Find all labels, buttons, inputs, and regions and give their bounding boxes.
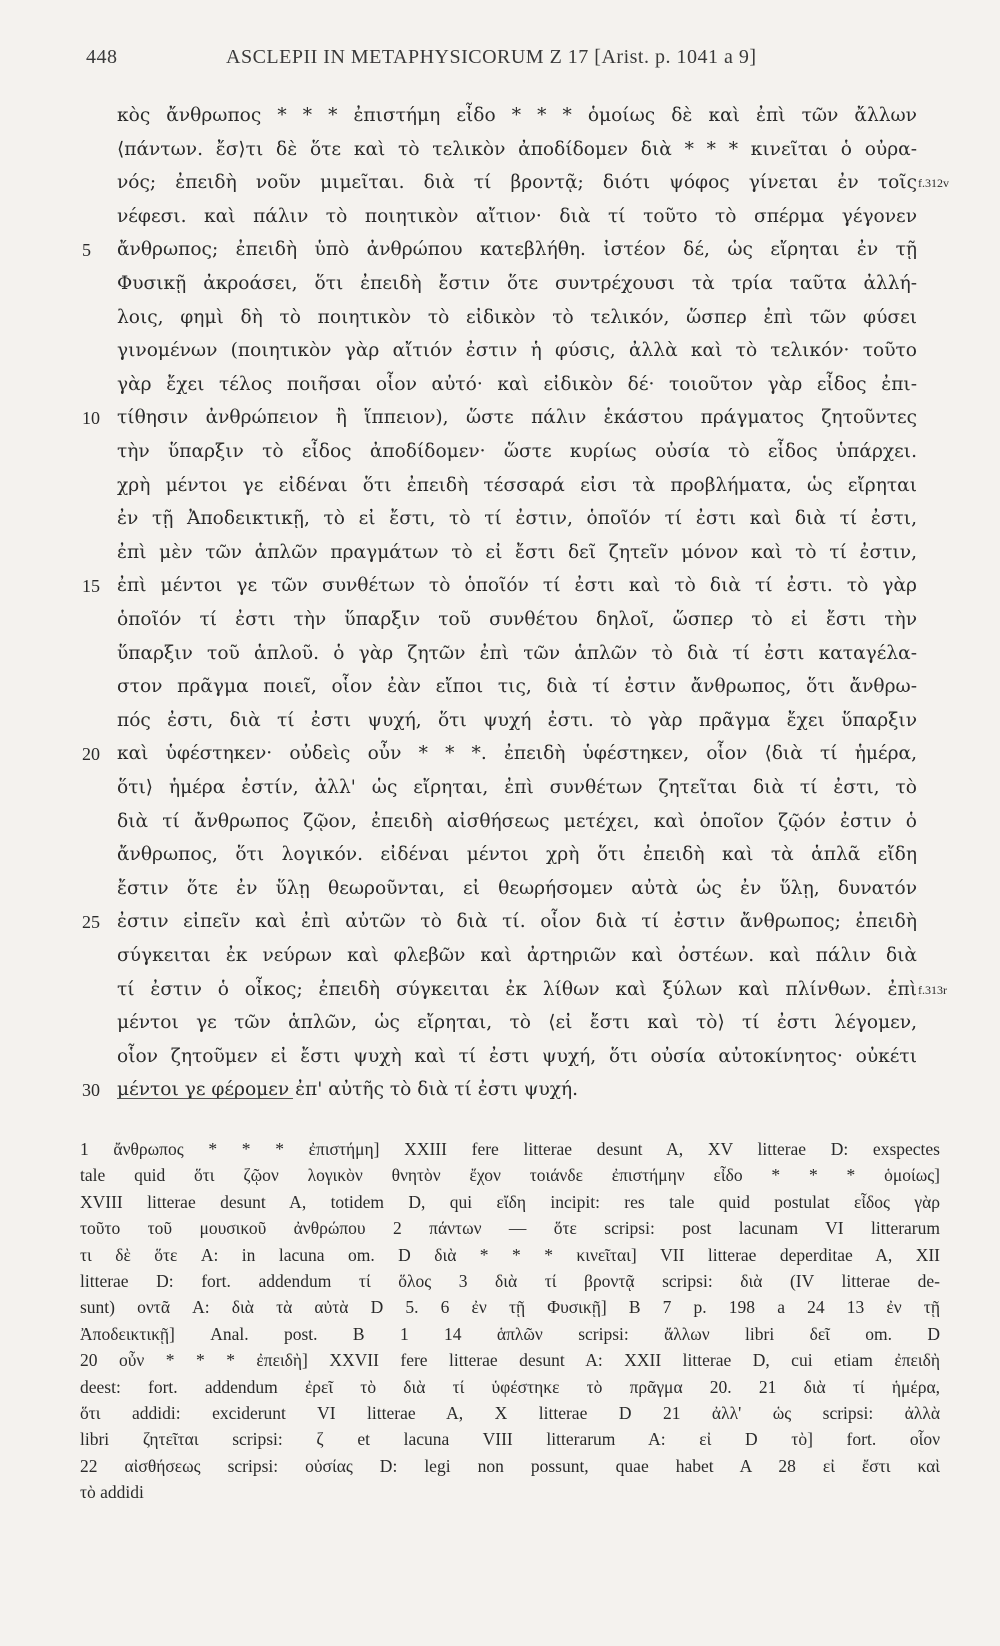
text-line: οἷον ζητοῦμεν εἰ ἔστι ψυχὴ καὶ τί ἐστι ψυχή, ὅτι οὐσία αὐτοκίνητος· οὐκέτι bbox=[117, 1045, 917, 1067]
line-number bbox=[82, 938, 112, 974]
folio-marker bbox=[918, 938, 978, 974]
line-number bbox=[82, 703, 112, 739]
folio-marker bbox=[918, 400, 978, 436]
line-number bbox=[82, 266, 112, 302]
text-line: ἄνθρωπος; ἐπειδὴ ὑπὸ ἀνθρώπου κατεβλήθη. ἰστέον δέ, ὡς εἴρηται ἐν τῇ bbox=[117, 239, 917, 261]
text-line: διὰ τί ἄνθρωπος ζῷον, ἐπειδὴ αἰσθήσεως μετέχει, καὶ ὁποῖον ζῷόν ἐστιν ὁ bbox=[117, 810, 917, 832]
text-line: ἔστιν ὅτε ἐν ὕλῃ θεωροῦνται, εἰ θεωρήσομεν αὐτὰ ὡς ἐν ὕλῃ, δυνατόν bbox=[117, 877, 917, 899]
text-line: ἐν τῇ Ἀποδεικτικῇ, τὸ εἰ ἔστι, τὸ τί ἐστιν, ὁποῖόν τί ἐστι καὶ διὰ τί ἐστι, bbox=[117, 508, 917, 530]
note-line: τοῦτο τοῦ μουσικοῦ ἀνθρώπου 2 πάντων — ὅτε scripsi: post lacunam VI litterarum bbox=[80, 1218, 940, 1239]
page-number: 448 bbox=[86, 46, 118, 68]
folio-marker bbox=[918, 535, 978, 571]
footnote-rule bbox=[117, 1098, 293, 1099]
folio-marker bbox=[918, 232, 978, 268]
text-line: τί ἐστιν ὁ οἶκος; ἐπειδὴ σύγκειται ἐκ λίθων καὶ ξύλων καὶ πλίνθων. ἐπὶ bbox=[117, 978, 917, 1000]
text-line: καὶ ὑφέστηκεν· οὐδεὶς οὖν * * *. ἐπειδὴ ὑφέστηκεν, οἷον ⟨διὰ τί ἡμέρα, bbox=[117, 743, 917, 765]
note-line: tale quid ὅτι ζῷον λογικὸν θνητὸν ἔχον τοιάνδε ἐπιστήμην εἶδο * * * ὁμοίως] bbox=[80, 1165, 940, 1186]
folio-marker bbox=[918, 434, 978, 470]
line-number bbox=[82, 535, 112, 571]
line-number bbox=[82, 669, 112, 705]
line-number bbox=[82, 770, 112, 806]
note-line: XVIII litterae desunt A, totidem D, qui εἴδη incipit: res tale quid postulat εἶδος γὰρ bbox=[80, 1191, 940, 1212]
folio-marker bbox=[918, 669, 978, 705]
line-number bbox=[82, 367, 112, 403]
text-line: ἐστιν εἰπεῖν καὶ ἐπὶ αὐτῶν τὸ διὰ τί. οἷον διὰ τί ἐστιν ἄνθρωπος; ἐπειδὴ bbox=[117, 911, 917, 933]
line-number bbox=[82, 602, 112, 638]
folio-marker bbox=[918, 804, 978, 840]
folio-marker bbox=[918, 266, 978, 302]
folio-marker bbox=[918, 904, 978, 940]
note-line: τι δὲ ὅτε A: in lacuna om. D διὰ * * * κινεῖται] VII litterae deperditae A, XII bbox=[80, 1244, 940, 1265]
text-line: λοις, φημὶ δὴ τὸ ποιητικὸν τὸ εἰδικὸν τὸ τελικόν, ὥσπερ ἐπὶ τῶν φύσει bbox=[117, 306, 917, 328]
folio-marker bbox=[918, 602, 978, 638]
text-line: σύγκειται ἐκ νεύρων καὶ φλεβῶν καὶ ἀρτηριῶν καὶ ὀστέων. καὶ πάλιν διὰ bbox=[117, 945, 917, 966]
line-number bbox=[82, 300, 112, 336]
folio-marker bbox=[918, 199, 978, 235]
note-line: 20 οὖν * * * ἐπειδὴ] XXVII fere litterae desunt A: XXII litterae D, cui etiam ἐπειδὴ bbox=[80, 1350, 940, 1371]
folio-marker bbox=[918, 468, 978, 504]
folio-marker: f.312v bbox=[918, 176, 949, 191]
note-line: ὅτι addidi: exciderunt VI litterae A, X litterae D 21 ἀλλ' ὡς scripsi: ἀλλὰ bbox=[80, 1403, 940, 1423]
folio-marker bbox=[918, 703, 978, 739]
text-line: μέντοι γε τῶν ἁπλῶν, ὡς εἴρηται, τὸ ⟨εἰ ἔστι καὶ τὸ⟩ τί ἐστι λέγομεν, bbox=[117, 1012, 917, 1034]
text-line: χρὴ μέντοι γε εἰδέναι ὅτι ἐπειδὴ τέσσαρά εἰσι τὰ προβλήματα, ὡς εἴρηται bbox=[117, 474, 917, 496]
running-title: ASCLEPII IN METAPHYSICORUM Z 17 [Arist. p. 1041 a 9] bbox=[226, 46, 757, 68]
folio-marker bbox=[918, 333, 978, 369]
text-line: ἐπὶ μὲν τῶν ἁπλῶν πραγμάτων τὸ εἰ ἔστι δεῖ ζητεῖν μόνον καὶ τὸ τί ἐστιν, bbox=[117, 541, 917, 563]
folio-marker bbox=[918, 501, 978, 537]
text-line: Φυσικῇ ἀκροάσει, ὅτι ἐπειδὴ ἔστιν ὅτε συντρέχουσι τὰ τρία ταῦτα ἀλλή- bbox=[117, 273, 917, 294]
folio-marker bbox=[918, 1072, 978, 1108]
folio-marker bbox=[918, 736, 978, 772]
text-line: νός; ἐπειδὴ νοῦν μιμεῖται. διὰ τί βροντᾷ; διότι ψόφος γίνεται ἐν τοῖς bbox=[117, 172, 917, 194]
line-number bbox=[82, 837, 112, 873]
line-number bbox=[82, 165, 112, 201]
line-number: 20 bbox=[82, 744, 100, 765]
text-line: ὕπαρξιν τοῦ ἁπλοῦ. ὁ γὰρ ζητῶν ἐπὶ τῶν ἁπλῶν τὸ διὰ τί ἐστι καταγέλα- bbox=[117, 642, 917, 664]
line-number bbox=[82, 804, 112, 840]
line-number: 25 bbox=[82, 912, 100, 933]
line-number bbox=[82, 871, 112, 907]
line-number bbox=[82, 199, 112, 235]
note-line: litterae D: fort. addendum τί ὅλος 3 διὰ τί βροντᾷ scripsi: διὰ (IV litterae de- bbox=[80, 1271, 940, 1291]
text-line: νέφεσι. καὶ πάλιν τὸ ποιητικὸν αἴτιον· διὰ τί τοῦτο τὸ σπέρμα γέγονεν bbox=[117, 205, 917, 227]
folio-marker bbox=[918, 98, 978, 134]
line-number bbox=[82, 1005, 112, 1041]
note-line: 22 αἰσθήσεως scripsi: οὐσίας D: legi non possunt, quae habet A 28 εἰ ἔστι καὶ bbox=[80, 1455, 940, 1476]
note-line: libri ζητεῖται scripsi: ζ et lacuna VIII litterarum A: εἰ D τὸ] fort. οἷον bbox=[80, 1429, 940, 1450]
text-line: τὴν ὕπαρξιν τὸ εἶδος ἀποδίδομεν· ὥστε κυρίως οὐσία τὸ εἶδος ὑπάρχει. bbox=[117, 441, 917, 462]
line-number: 10 bbox=[82, 408, 100, 429]
text-line: γινομένων (ποιητικὸν γὰρ αἴτιόν ἐστιν ἡ φύσις, ἀλλὰ καὶ τὸ τελικόν· τοῦτο bbox=[117, 340, 917, 362]
line-number: 30 bbox=[82, 1080, 100, 1101]
folio-marker bbox=[918, 770, 978, 806]
folio-marker bbox=[918, 871, 978, 907]
line-number bbox=[82, 636, 112, 672]
line-number bbox=[82, 972, 112, 1008]
line-number bbox=[82, 468, 112, 504]
line-number bbox=[82, 333, 112, 369]
folio-marker bbox=[918, 300, 978, 336]
folio-marker bbox=[918, 568, 978, 604]
text-line: ⟨πάντων. ἔσ⟩τι δὲ ὅτε καὶ τὸ τελικὸν ἀποδίδομεν διὰ * * * κινεῖται ὁ οὐρα- bbox=[117, 138, 917, 160]
text-line: στον πρᾶγμα ποιεῖ, οἷον ἐὰν εἴποι τις, διὰ τί ἐστιν ἄνθρωπος, ὅτι ἄνθρω- bbox=[117, 676, 917, 698]
text-line: ἐπὶ μέντοι γε τῶν συνθέτων τὸ ὁποῖόν τί ἐστι καὶ τὸ διὰ τί ἐστι. τὸ γὰρ bbox=[117, 575, 917, 597]
text-line: ὅτι⟩ ἡμέρα ἐστίν, ἀλλ' ὡς εἴρηται, ἐπὶ συνθέτων ζητεῖται διὰ τί ἐστι, τὸ bbox=[117, 777, 917, 798]
folio-marker bbox=[918, 1039, 978, 1075]
note-line: Ἀποδεικτικῇ] Anal. post. B 1 14 ἁπλῶν scripsi: ἄλλων libri δεῖ om. D bbox=[80, 1323, 940, 1344]
text-line: ἄνθρωπος, ὅτι λογικόν. εἰδέναι μέντοι χρὴ ὅτι ἐπειδὴ καὶ τὰ ἁπλᾶ εἴδη bbox=[117, 844, 917, 866]
folio-marker bbox=[918, 837, 978, 873]
text-line: μέντοι γε φέρομεν ἐπ' αὐτῆς τὸ διὰ τί ἐστι ψυχή. bbox=[117, 1079, 579, 1101]
running-header bbox=[86, 46, 920, 76]
line-number bbox=[82, 98, 112, 134]
line-number bbox=[82, 1039, 112, 1075]
line-number: 5 bbox=[82, 240, 91, 261]
folio-marker bbox=[918, 1005, 978, 1041]
note-line: deest: fort. addendum ἐρεῖ τὸ διὰ τί ὑφέστηκε τὸ πρᾶγμα 20. 21 διὰ τί ἡμέρα, bbox=[80, 1376, 940, 1397]
line-number bbox=[82, 501, 112, 537]
folio-marker bbox=[918, 132, 978, 168]
folio-marker bbox=[918, 367, 978, 403]
folio-marker bbox=[918, 636, 978, 672]
line-number bbox=[82, 434, 112, 470]
line-number: 15 bbox=[82, 576, 100, 597]
line-number bbox=[82, 132, 112, 168]
text-line: ὁποῖόν τί ἐστι τὴν ὕπαρξιν τοῦ συνθέτου δηλοῖ, ὥσπερ τὸ εἰ ἔστι τὴν bbox=[117, 609, 917, 630]
note-line: 1 ἄνθρωπος * * * ἐπιστήμη] XXIII fere litterae desunt A, XV litterae D: exspectes bbox=[80, 1139, 940, 1159]
text-line: τίθησιν ἀνθρώπειον ἢ ἵππειον), ὥστε πάλιν ἑκάστου πράγματος ζητοῦντες bbox=[117, 407, 917, 429]
folio-marker: f.313r bbox=[918, 982, 947, 997]
text-line: κὸς ἄνθρωπος * * * ἐπιστήμη εἶδο * * * ὁμοίως δὲ καὶ ἐπὶ τῶν ἄλλων bbox=[117, 105, 917, 126]
note-line: τὸ addidi bbox=[80, 1482, 144, 1503]
text-line: γὰρ ἔχει τέλος ποιῆσαι οἷον αὐτό· καὶ εἰδικὸν δέ· τοιοῦτον γὰρ εἶδος ἐπι- bbox=[117, 373, 917, 395]
text-line: πός ἐστι, διὰ τί ἐστι ψυχή, ὅτι ψυχή ἐστι. τὸ γὰρ πρᾶγμα ἔχει ὕπαρξιν bbox=[117, 709, 917, 731]
note-line: sunt) οντᾶ A: διὰ τὰ αὐτὰ D 5. 6 ἐν τῇ Φυσικῇ] B 7 p. 198 a 24 13 ἐν τῇ bbox=[80, 1297, 940, 1318]
